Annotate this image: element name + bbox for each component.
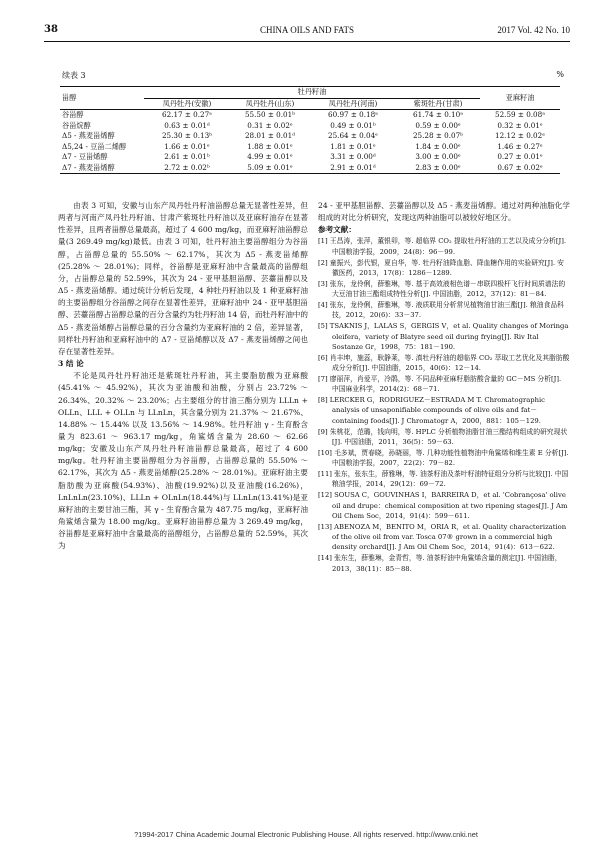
table-cell: 52.59 ± 0.08ᵃ xyxy=(495,110,545,119)
header-rule xyxy=(44,41,570,42)
table-cell: 0.27 ± 0.01ᵉ xyxy=(497,152,543,161)
reference-item: [14] 张东生，薛雅琳，金青哲，等. 油茶籽油中角鲨烯含量的测定[J]. 中国油脂，2013，38(11)：85－88. xyxy=(318,554,562,573)
table-row xyxy=(60,152,560,163)
table-row xyxy=(60,121,560,132)
reference-item: [12] SOUSA C，GOUVINHAS I，BARREIRA D，et al. 'Cobrançosa' olive oil and drupe：chemical composition at two ripening stages[J]. J Am Oil Chem Soc，2014，91(4)：599－611. xyxy=(318,491,568,520)
reference-item: [10] 毛多斌，贾春晓，孙晓丽，等. 几种功能性植物油中角鲨烯和维生素 E 分析[J]. 中国粮油学报，2007，22(2)：79－82. xyxy=(318,448,569,468)
table-column-header: 凤丹牡丹(安徽) xyxy=(144,98,230,110)
conclusion-continuation: 24 - 亚甲基胆甾醇、芸薹甾醇以及 Δ5 - 燕麦甾烯醇。通过对两种油脂化学组成的对比分析研究，发现这两种油脂可以被较好地区分。 xyxy=(318,201,570,223)
table-caption: 续表 3 xyxy=(62,71,86,80)
table-cell: 2.91 ± 0.01ᵈ xyxy=(330,162,376,172)
table-cell: 25.64 ± 0.04ᵉ xyxy=(328,131,378,140)
table-column-header: 凤丹牡丹(山东) xyxy=(230,98,310,110)
table-cell: 62.17 ± 0.27ᵃ xyxy=(162,110,212,119)
reference-item: [1] 王昌涛，张萍，董银卯，等. 超临界 CO₂ 提取牡丹籽油的工艺以及成分分析[J]. 中国粮油学报，2009，24(8)：96－99. xyxy=(318,237,567,256)
table-cell: 1.84 ± 0.00ᵉ xyxy=(415,141,461,151)
conclusion-paragraph: 不论是凤丹牡丹籽油还是紫斑牡丹籽油，其主要脂肪酸为亚麻酸(45.41% ～ 45.92%)，其次为亚油酸和油酸，分别占 23.72% ～ 26.34%、20.32% ～ 23.20%；占主要组分的甘油三酯分别为 LLLn + OLLn、LLL + OLLn 与 LLnLn，其含量分别为 21.37% ～ 21.67%、14.88% ～ 15.44% 以及 13.56% ～ 14.98%。牡丹籽油 γ - 生育酚含量为 823.61 ～ 963.17 mg/kg，角鲨烯含量为 28.60 ～ 62.66 mg/kg；安徽及山东产凤丹牡丹籽油甾醇总量最高，超过了 4 600 mg/kg。牡丹籽油主要甾醇组分为谷甾醇，占甾醇总量的 55.50% ～ 62.17%，其次为 Δ5 - 燕麦甾烯醇(25.28% ～ 28.01%)。亚麻籽油主要脂肪酸为亚麻酸(54.93%)、油酸(19.92%)以及亚油酸(16.26%)，LnLnLn(23.10%)、LLLn + OLnLn(18.44%)与 LLnLn(13.41%)是亚麻籽油的主要甘油三酯，其 γ - 生育酚含量为 487.75 mg/kg，亚麻籽油角鲨烯含量为 18.00 mg/kg。亚麻籽油甾醇总量为 3 269.49 mg/kg，谷甾醇是亚麻籽油中含量最高的甾醇组分，占甾醇总量的 52.59%，其次为 xyxy=(58,371,308,551)
table-row-header: 甾醇 xyxy=(60,87,144,110)
table-cell: 3.00 ± 0.00ᵉ xyxy=(415,152,461,161)
references-title: 参考文献： xyxy=(318,225,356,235)
sterol-name: Δ5,24 - 豆甾二烯醇 xyxy=(62,141,127,151)
journal-name: CHINA OILS AND FATS xyxy=(259,25,355,35)
page-number: 38 xyxy=(44,24,58,35)
table-column-header: 紫斑牡丹(甘肃) xyxy=(396,98,480,110)
section-title: 3 结 论 xyxy=(58,359,84,369)
reference-item: [4] 张东，龙伶俐，薛雅琳，等. 液质联用分析常见植物油甘油三酯[J]. 粮油食品科技，2012，20(6)：33－37. xyxy=(318,301,564,320)
reference-item: [11] 张东，张东生，薛雅琳，等. 油茶籽油及茶叶籽油特征组分分析与比较[J]. 中国粮油学报，2014，29(12)：69－72. xyxy=(318,470,569,489)
table-linseed-header: 亚麻籽油 xyxy=(480,87,560,110)
table-cell: 2.61 ± 0.01ᵇ xyxy=(164,152,210,161)
table-group-header: 牡丹籽油 xyxy=(144,87,480,99)
sterol-name: Δ5 - 燕麦甾烯醇 xyxy=(62,131,115,140)
table-unit: % xyxy=(556,70,564,79)
reference-item: [3] 张东，龙伶俐，薛雅琳，等. 基于高效液相色谱－串联四极杆飞行时间质谱法的大豆油甘油三酯组成特性分析[J]. 中国油脂，2012，37(12)：81－84. xyxy=(318,279,566,299)
table-cell: 4.99 ± 0.01ᵉ xyxy=(247,152,293,161)
table-cell: 0.63 ± 0.01ᵈ xyxy=(164,120,210,130)
table-cell: 0.59 ± 0.00ᵉ xyxy=(415,120,461,130)
table-row xyxy=(60,142,560,153)
table-cell: 1.88 ± 0.01ᵉ xyxy=(247,141,293,151)
running-header xyxy=(44,24,570,38)
table-cell: 28.01 ± 0.01ᵈ xyxy=(244,131,296,140)
sterol-name: Δ7 - 燕麦甾烯醇 xyxy=(62,162,115,172)
table-row xyxy=(60,131,560,142)
table-row xyxy=(60,110,560,121)
table-cell: 1.46 ± 0.27ᵉ xyxy=(497,141,543,151)
copyright-footer: ?1994-2017 China Academic Journal Electronic Publishing House. All rights reserved. http://www.cnki.net xyxy=(134,830,478,839)
table-cell: 61.74 ± 0.10ᵃ xyxy=(413,110,463,119)
reference-item: [7] 廖丽萍，肖爱平，冷鹃，等. 不同品种亚麻籽脂肪酸含量的 GC－MS 分析[J]. 中国麻业科学，2014(2)：68－71. xyxy=(318,374,562,394)
table-column-header: 凤丹牡丹(河南) xyxy=(310,98,396,110)
results-paragraph: 由表 3 可知，安徽与山东产凤丹牡丹籽油甾醇总量无显著性差异，但两者与河南产凤丹牡丹籽油、甘肃产紫斑牡丹籽油以及亚麻籽油存在显著性差异，且两者甾醇总量最高，超过了 4 600 mg/kg，而亚麻籽油甾醇总量(3 269.49 mg/kg)最低。由表 3 可知，牡丹籽油主要甾醇组分为谷甾醇，占甾醇总量的 55.50% ～ 62.17%，其次为 Δ5 - 燕麦甾烯醇(25.28% ～ 28.01%)；同样，谷甾醇是亚麻籽油中含量最高的甾醇组分，占甾醇总量的 52.59%，其次为 24 - 亚甲基胆甾醇、芸薹甾醇以及 Δ5 - 燕麦甾烯醇。通过统计分析后发现，4 种牡丹籽油以及 1 种亚麻籽油的主要甾醇组分谷甾醇之间存在显著性差异，亚麻籽油中 24 - 亚甲基胆甾醇、芸薹甾醇占甾醇总量的百分含量约为牡丹籽油 14 倍，而牡丹籽油中的 Δ5 - 燕麦甾烯醇占甾醇总量的百分含量约为亚麻籽油的 2 倍，差异显著，同样牡丹籽油和亚麻籽油中的 Δ7 - 豆甾烯醇以及 Δ7 - 燕麦甾烯醇之间也存在显著性差异。 xyxy=(58,201,308,356)
reference-item: [6] 肖丰坤，施蕊，耿静莱，等. 滇牡丹籽油的超临界 CO₂ 萃取工艺优化及其脂肪酸成分分析[J]. 中国油脂，2015，40(6)：12－14. xyxy=(318,353,570,373)
table-cell: 60.97 ± 0.18ᵃ xyxy=(328,110,378,119)
sterol-name: 谷甾烷醇 xyxy=(62,120,91,130)
table-cell: 25.28 ± 0.07ᵇ xyxy=(412,131,464,140)
issue-info: 2017 Vol. 42 No. 10 xyxy=(497,25,570,35)
reference-item: [13] ABENOZA M，BENITO M，ORIA R，et al. Quality characterization of the olive oil from var. Tosca 07® grown in a commercial high density orchard[J]. J Am Oil Chem Soc，2014，91(4)：613－622. xyxy=(318,522,567,552)
table-cell: 5.09 ± 0.01ᵉ xyxy=(247,162,293,172)
table-cell: 0.32 ± 0.01ᵉ xyxy=(497,120,543,130)
sterol-name: Δ7 - 豆甾烯醇 xyxy=(62,152,108,161)
sterol-name: 谷甾醇 xyxy=(62,110,84,119)
table-cell: 25.30 ± 0.13ᵇ xyxy=(161,131,213,140)
table-cell: 0.49 ± 0.01ᵇ xyxy=(330,120,376,130)
reference-item: [8] LERCKER G，RODRIGUEZ－ESTRADA M T. Chromatographic analysis of unsaponifiable compounds of olive oils and fat－containing foods[J]. J Chromatogr A，2000，881：105－129. xyxy=(318,396,545,425)
reference-item: [2] 童振兴，彭代银，夏自华，等. 牡丹籽油降血脂、降血糖作用的实验研究[J]. 安徽医药，2013，17(8)：1286－1289. xyxy=(318,258,564,277)
table-cell: 2.83 ± 0.00ᵉ xyxy=(415,162,461,172)
right-column xyxy=(318,200,570,822)
reference-item: [9] 朱桃花，范璐，钱向明，等. HPLC 分析植物油脂甘油三酯结构组成的研究现状[J]. 中国油脂，2011，36(5)：59－63. xyxy=(318,427,568,446)
table-cell: 12.12 ± 0.02ᵉ xyxy=(495,131,545,140)
table-cell: 1.81 ± 0.01ᵉ xyxy=(330,141,376,151)
reference-item: [5] TSAKNIS J，LALAS S，GERGIS V，et al. Quality changes of Moringa oleifera，variety of Blatyre seed oil during frying[J]. Riv Ital Sostanze Gr，1998，75：181－190. xyxy=(318,322,569,351)
sterol-table xyxy=(60,86,560,174)
left-column xyxy=(58,200,308,822)
table-cell: 0.31 ± 0.02ᵉ xyxy=(247,120,293,130)
table-cell: 3.31 ± 0.00ᵈ xyxy=(330,152,376,161)
table-cell: 2.72 ± 0.02ᵇ xyxy=(164,162,210,172)
table-cell: 55.50 ± 0.01ᵇ xyxy=(244,110,296,119)
table-cell: 1.66 ± 0.01ᵉ xyxy=(164,141,210,151)
table-row xyxy=(60,163,560,174)
table-cell: 0.67 ± 0.02ᵉ xyxy=(497,162,543,172)
